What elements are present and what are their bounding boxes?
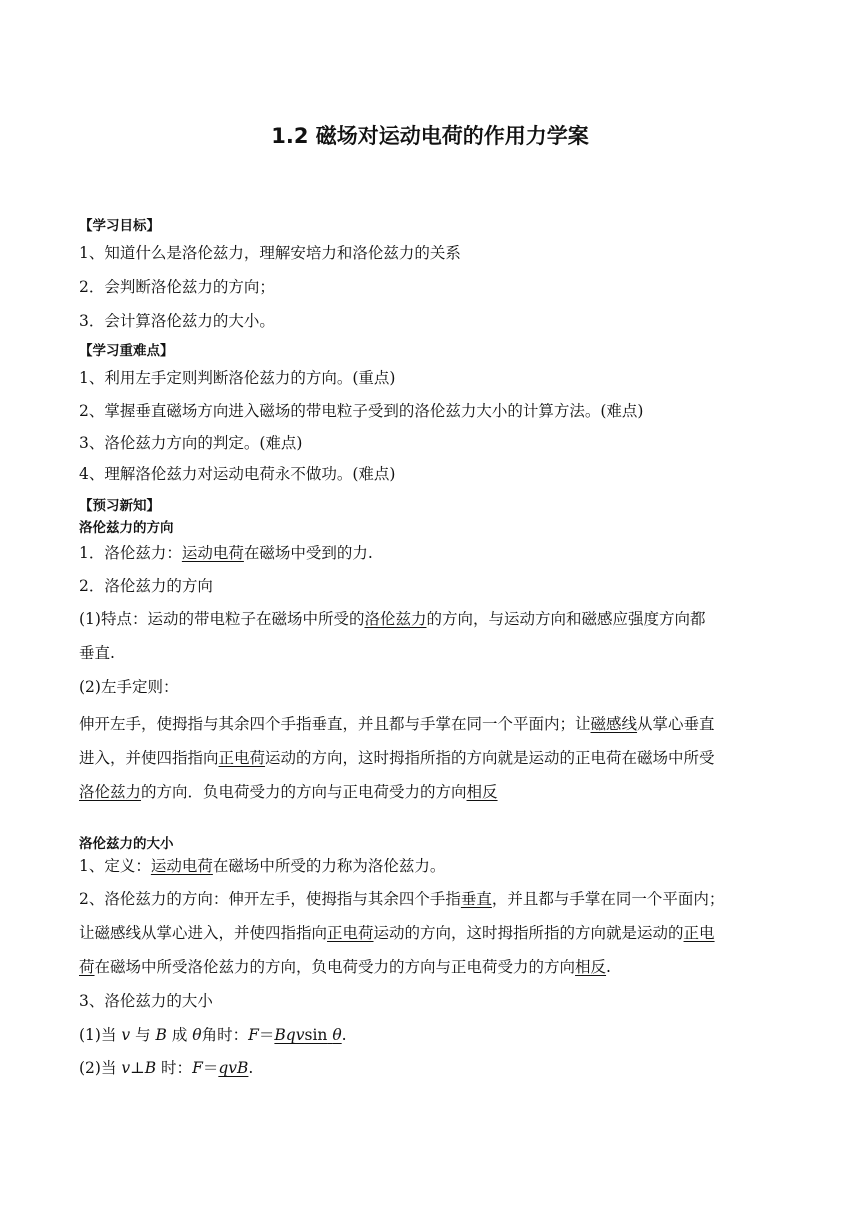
key-point-item: 4、理解洛伦兹力对运动电荷永不做功。(难点) [79, 465, 396, 483]
heading-preview: 【预习新知】 [79, 498, 160, 514]
period: . [248, 1059, 254, 1077]
goal-item: 1、知道什么是洛伦兹力，理解安培力和洛伦兹力的关系 [79, 244, 461, 262]
underlined-answer: 磁感线 [590, 715, 638, 733]
paragraph-line [79, 782, 498, 802]
paragraph-line [79, 856, 445, 876]
text: 成 [166, 1026, 193, 1044]
key-point-item: 3、洛伦兹力方向的判定。(难点) [79, 434, 303, 452]
text: 进入，并使四指指向 [79, 749, 219, 767]
underlined-answer: 正电 [683, 924, 715, 942]
var-v: v [121, 1059, 131, 1077]
var-F: F [192, 1059, 203, 1077]
formula-line [79, 1058, 253, 1078]
underlined-answer [274, 1026, 341, 1044]
key-point-item: 1、利用左手定则判断洛伦兹力的方向。(重点) [79, 369, 396, 387]
underlined-answer: 运动电荷 [181, 544, 244, 562]
text: 2、洛伦兹力的方向：伸开左手，使拇指与其余四个手指 [79, 890, 461, 908]
var-v: v [121, 1026, 131, 1044]
formula-qvb: qvB [218, 1059, 249, 1077]
text: 与 [130, 1026, 156, 1044]
text: 伸开左手，使拇指与其余四个手指垂直，并且都与手掌在同一个平面内；让 [79, 715, 591, 733]
text: (1)特点：运动的带电粒子在磁场中所受的 [79, 610, 365, 628]
paragraph-line: (2)左手定则： [79, 678, 179, 696]
subheading-direction: 洛伦兹力的方向 [79, 520, 174, 536]
underlined-answer: 洛伦兹力 [79, 783, 142, 801]
equals: ＝ [202, 1059, 219, 1077]
text: 1、定义： [79, 857, 151, 875]
text: 从掌心垂直 [637, 715, 715, 733]
underlined-answer: 洛伦兹力 [364, 610, 427, 628]
var-B: B [155, 1026, 167, 1044]
text: 角时： [201, 1026, 249, 1044]
text: 运动的方向，这时拇指所指的方向就是运动的 [373, 924, 684, 942]
formula-bqv: Bqv [274, 1026, 305, 1044]
paragraph-line [79, 543, 373, 563]
underlined-answer: 荷 [79, 958, 95, 976]
subheading-magnitude: 洛伦兹力的大小 [79, 836, 174, 852]
text: . [606, 958, 611, 976]
text: 时： [156, 1059, 193, 1077]
paragraph-line: 3、洛伦兹力的大小 [79, 992, 213, 1010]
paragraph-line [79, 748, 715, 768]
goal-item: 2．会判断洛伦兹力的方向； [79, 278, 275, 296]
paragraph-line: 垂直. [79, 644, 115, 662]
paragraph-line [79, 714, 715, 734]
text: 1．洛伦兹力： [79, 544, 182, 562]
sin: sin [304, 1026, 328, 1044]
text: 让磁感线从掌心进入，并使四指指向 [79, 924, 328, 942]
heading-learning-goals: 【学习目标】 [79, 218, 160, 234]
var-theta: θ [332, 1026, 342, 1044]
var-F: F [248, 1026, 259, 1044]
text: 在磁场中受到的力. [243, 544, 373, 562]
paragraph-line [79, 923, 715, 943]
paragraph-line: 2．洛伦兹力的方向 [79, 577, 213, 595]
goal-item: 3．会计算洛伦兹力的大小。 [79, 312, 275, 330]
text: 运动的方向，这时拇指所指的方向就是运动的正电荷在磁场中所受 [265, 749, 715, 767]
formula-line [79, 1025, 347, 1045]
page-title: 1.2 磁场对运动电荷的作用力学案 [271, 124, 589, 148]
underlined-answer: 相反 [575, 958, 607, 976]
var-theta: θ [192, 1026, 202, 1044]
key-point-item: 2、掌握垂直磁场方向进入磁场的带电粒子受到的洛伦兹力大小的计算方法。(难点) [79, 402, 644, 420]
underlined-answer: 相反 [466, 783, 498, 801]
paragraph-line [79, 957, 611, 977]
text: 在磁场中所受洛伦兹力的方向，负电荷受力的方向与正电荷受力的方向 [94, 958, 576, 976]
text: ，并且都与手掌在同一个平面内； [491, 890, 725, 908]
text: 在磁场中所受的力称为洛伦兹力。 [212, 857, 446, 875]
underlined-answer: 正电荷 [327, 924, 374, 942]
underlined-answer: 垂直 [460, 890, 492, 908]
perp: ⊥ [130, 1059, 145, 1077]
text: 的方向，与运动方向和磁感应强度方向都 [426, 610, 706, 628]
period: . [341, 1026, 347, 1044]
paragraph-line [79, 609, 706, 629]
underlined-answer: 正电荷 [218, 749, 266, 767]
text: (1)当 [79, 1026, 122, 1044]
text: 的方向．负电荷受力的方向与正电荷受力的方向 [141, 783, 467, 801]
paragraph-line [79, 889, 724, 909]
underlined-answer: 运动电荷 [150, 857, 213, 875]
heading-key-points: 【学习重难点】 [79, 343, 174, 359]
var-B: B [144, 1059, 157, 1077]
underlined-answer [218, 1059, 248, 1077]
equals: ＝ [258, 1026, 275, 1044]
text: (2)当 [79, 1059, 122, 1077]
